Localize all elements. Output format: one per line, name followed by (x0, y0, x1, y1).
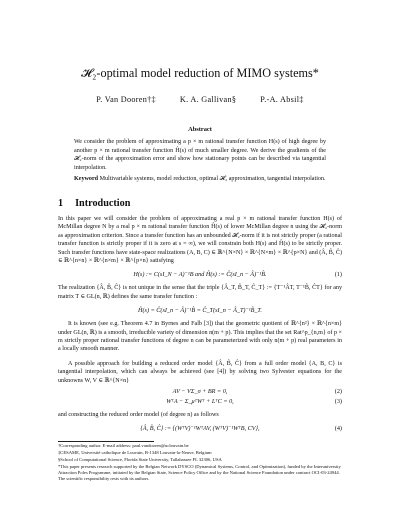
footnote-1: †Corresponding author. E-mail address: paul.vandooren@uclouvain.be (58, 443, 189, 449)
footnote-rule (58, 441, 154, 442)
equation-2 (58, 388, 342, 395)
equation-3 (58, 398, 342, 405)
equation-4 (58, 425, 342, 432)
paragraph-3: It is known (see e.g. Theorem 4.7 in Byrnes and Falb [3]) that the geometric quotient of ℝ^{n²} × ℝ^{n×m} under GL(n, ℝ) is a smooth, irreducible variety of dimension n(m + p). This implies that the set Rat^p_{n,m} of p × m strictly proper rational transfer functions of degree n can be parameterized with only n(m + p) real parameters in a locally smooth manner. (58, 321, 342, 353)
author-3: P.-A. Absil‡ (260, 95, 304, 104)
author-list (58, 95, 342, 104)
paragraph-1: In this paper we will consider the problem of approximating a real p × m rational transfer function H(s) of McMillan degree N by a real p × m rational transfer function Ĥ(s) of lower McMillan degree n using the 𝓗₂-norm as approximation criterion. Since a transfer function has an unbounded 𝓗₂-norm if it is not strictly proper (a rational transfer function is strictly proper if it is zero at s = ∞), we will constrain both H(s) and Ĥ(s) to be strictly proper. Such transfer functions have state-space realizations (A, B, C) ∈ ℝ^{N×N} × ℝ^{N×m} × ℝ^{p×N} and (Â, B̂, Ĉ) ∈ ℝ^{n×n} × ℝ^{n×m} × ℝ^{p×n} satisfying (58, 215, 342, 264)
equation-1-body: H(s) := C(sI_N − A)⁻¹B and Ĥ(s) := Ĉ(sI_n − Â)⁻¹B̂. (133, 271, 267, 279)
paragraph-4: A possible approach for building a reduced order model {Â, B̂, Ĉ} from a full order model {A, B, C} is tangential interpolation, which can always be achieved (see [4]) by solving two Sylvester equations for the unknowns W, V ∈ ℝ^{N×n} (58, 360, 342, 384)
paragraph-5: and constructing the reduced order model (of degree n) as follows (58, 412, 219, 419)
section-number: 1 (58, 197, 64, 209)
equation-1 (58, 271, 342, 278)
paper-title: 𝓗₂-optimal model reduction of MIMO systems* (81, 66, 319, 80)
keywords-text: Multivariable systems, model reduction, optimal 𝓗₂ approximation, tangential interpolation. (99, 176, 326, 183)
section-heading (58, 198, 342, 209)
footnote-3: §School of Computational Science, Florida State University, Tallahassee FL 32306, USA (58, 457, 222, 463)
keywords-label: Keyword (74, 176, 99, 183)
equation-transform-body: Ĥ(s) = Ĉ(sI_n − Â)⁻¹B̂ = Ĉ_T(sI_n − Â_T)⁻¹B̂_T. (138, 307, 262, 315)
equation-2-number: (2) (334, 388, 342, 396)
paragraph-2: The realization {Â, B̂, Ĉ} is not unique in the sense that the triple {Â_T, B̂_T, Ĉ_T} := {T⁻¹ÂT, T⁻¹B̂, ĈT} for any matrix T ∈ GL(n, ℝ) defines the same transfer function : (58, 285, 342, 300)
equation-4-number: (4) (334, 425, 342, 433)
equation-3-body: WᵀA − Σ_μᵀWᵀ + LᵀC = 0, (166, 398, 234, 406)
equation-1-number: (1) (334, 271, 342, 279)
equation-2-body: AV − VΣ_σ + BR = 0, (172, 388, 228, 396)
author-2: K. A. Gallivan§ (179, 95, 237, 104)
abstract-text: We consider the problem of approximating a p × m rational transfer function H(s) of high degree by another p × m rational transfer function Ĥ(s) of much smaller degree. We derive the gradients of the 𝓗₂-norm of the approximation error and show how stationary points can be described via tangential interpolation. (74, 139, 326, 171)
equation-4-body: {Â, B̂, Ĉ} := {(WᵀV)⁻¹WᵀAV, (WᵀV)⁻¹WᵀB, CV}, (140, 425, 260, 433)
abstract-heading: Abstract (188, 126, 212, 133)
equation-transform (58, 307, 342, 314)
equation-3-number: (3) (334, 398, 342, 406)
section-title: Introduction (75, 197, 131, 209)
keywords-line (74, 175, 326, 184)
footnote-2: ‡CESAME, Université catholique de Louvain, B-1348 Louvain-la-Neuve, Belgium (58, 450, 212, 456)
footnote-4: *This paper presents research supported by the Belgian Network DYSCO (Dynamical Systems, Control, and Optimization), funded by the Interuniversity Attraction Poles Programme, initiated by the Belgian State, Science Policy Office and by the National Science Foundation under contract OCI-03-24944. The scientific responsibility rests with its authors. (58, 464, 341, 482)
author-1: P. Van Dooren†‡ (96, 95, 156, 104)
